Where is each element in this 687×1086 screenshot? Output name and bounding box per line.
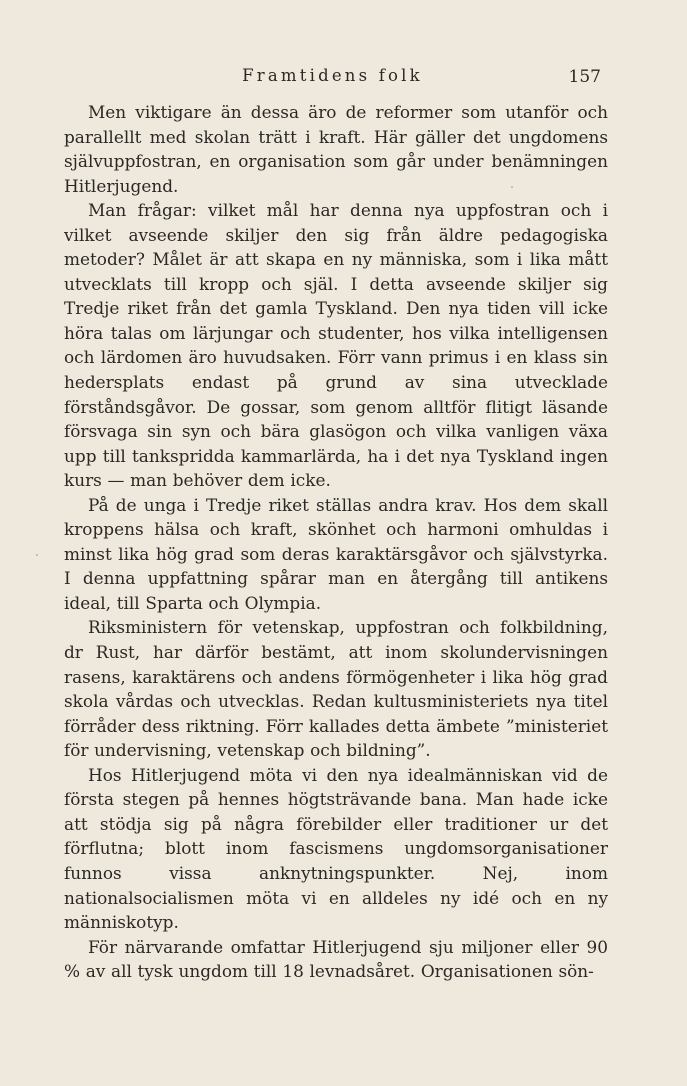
paragraph: Man frågar: vilket mål har denna nya uppfostran och i vilket avseende skiljer den sig från äldre pedagogiska metoder? Målet är att skapa en ny människa, som i lika mått utvecklats till kropp och själ. I detta avseende skiljer sig Tredje riket från det gamla Tyskland. Den nya tiden vill icke höra talas om lärjungar och studenter, hos vilka intelligensen och lärdomen äro huvudsaken. Förr vann primus i en klass sin hedersplats endast på grund av sina utvecklade förståndsgåvor. De gossar, som genom alltför flitigt läsande försvaga sin syn och bära glasögon och vilka vanligen växa upp till tankspridda kammarlärda, ha i det nya Tyskland ingen kurs — man behöver dem icke. (64, 200, 608, 491)
body-text (64, 100, 608, 984)
paragraph: Men viktigare än dessa äro de reformer som utanför och parallellt med skolan trätt i kraft. Här gäller det ungdomens självuppfostran, en organisation som går under benämningen Hitlerjugend. (64, 102, 608, 196)
running-head (64, 64, 601, 88)
page-number: 157 (568, 67, 601, 87)
paper-speck (36, 554, 38, 556)
paper-speck (511, 186, 513, 188)
paragraph: För närvarande omfattar Hitlerjugend sju miljoner eller 90 % av all tysk ungdom till 18 levnadsåret. Organisationen sön- (64, 936, 608, 982)
paragraph: Hos Hitlerjugend möta vi den nya idealmänniskan vid de första stegen på hennes högtsträvande bana. Man hade icke att stödja sig på några förebilder eller traditioner ur det förflutna; blott inom fascismens ungdomsorganisationer funnos vissa anknytningspunkter. Nej, inom nationalsocialismen möta vi en alldeles ny idé och en ny människotyp. (64, 764, 608, 933)
running-title: Framtidens folk (242, 66, 423, 85)
paragraph: Riksministern för vetenskap, uppfostran och folkbildning, dr Rust, har därför bestämt, att inom skolundervisningen rasens, karaktärens och andens förmögenheter i lika hög grad skola vårdas och utvecklas. Redan kultusministeriets nya titel förråder dess riktning. Förr kallades detta ämbete ”ministeriet för undervisning, vetenskap och bildning”. (64, 617, 608, 761)
paragraph: På de unga i Tredje riket ställas andra krav. Hos dem skall kroppens hälsa och kraft, skönhet och harmoni omhuldas i minst lika hög grad som deras karaktärsgåvor och självstyrka. I denna uppfattning spårar man en återgång till antikens ideal, till Sparta och Olympia. (64, 494, 608, 613)
